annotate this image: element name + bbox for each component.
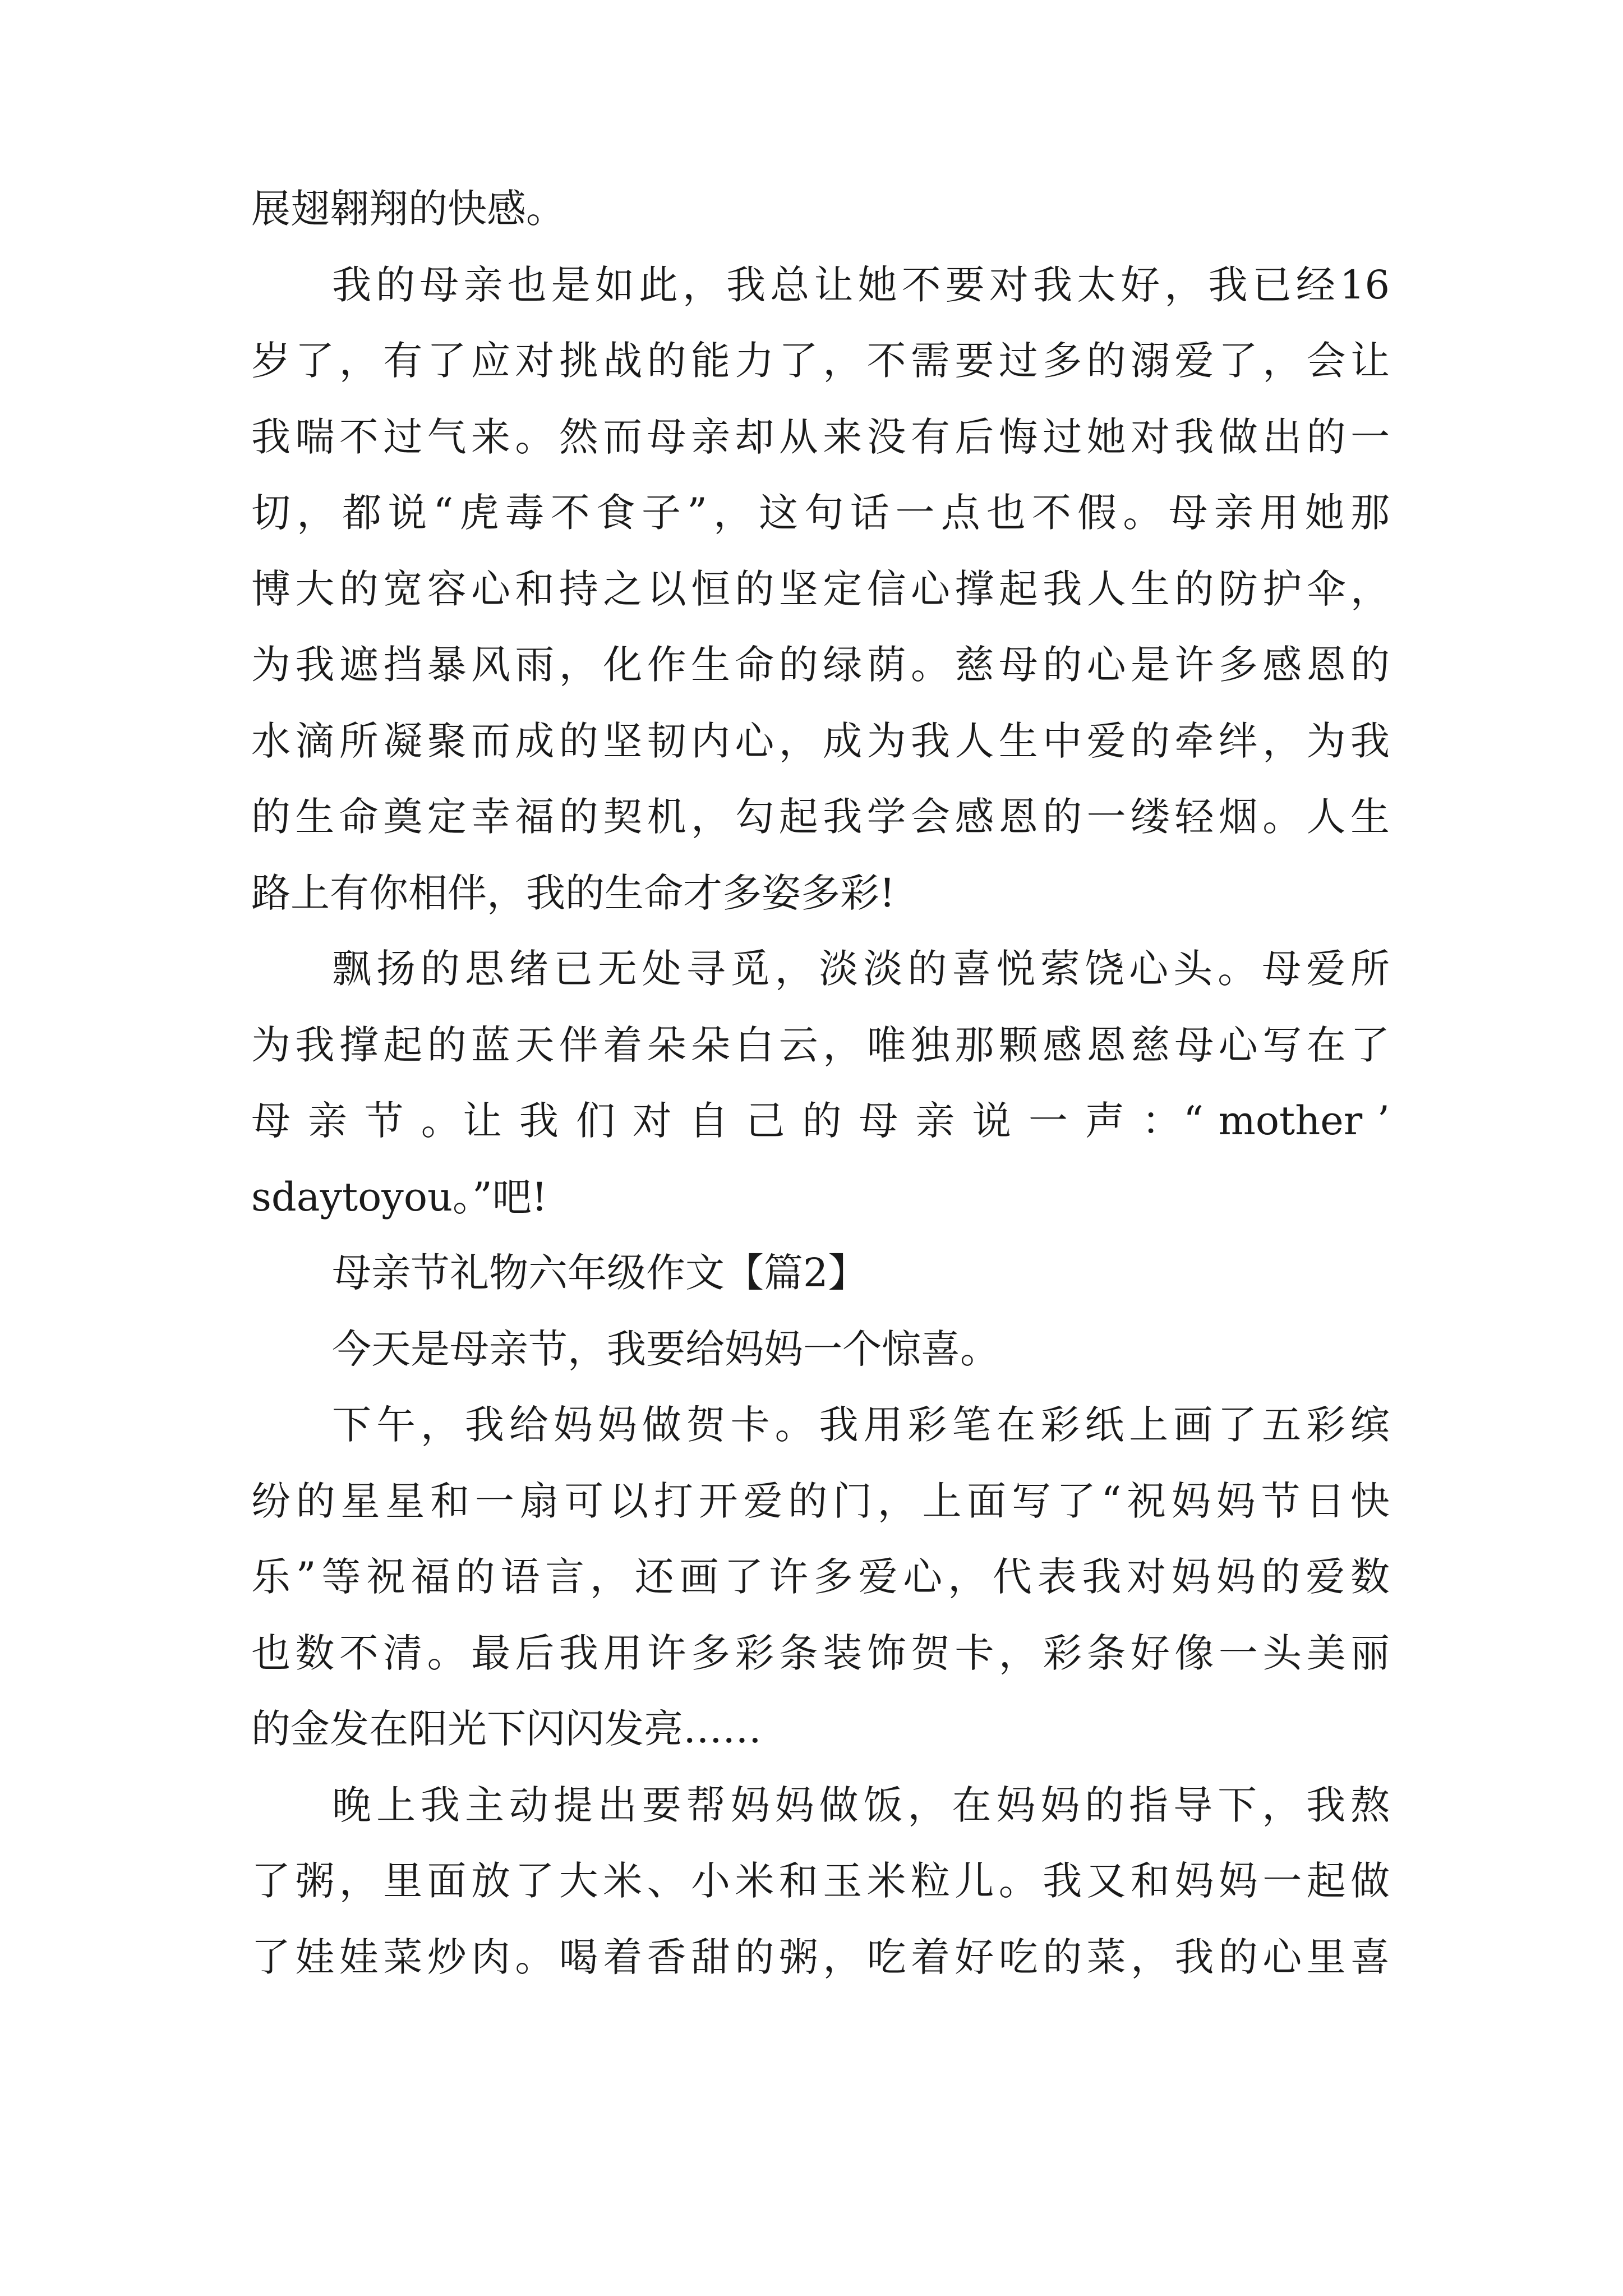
text-line: 我喘不过气来。然而母亲却从来没有后悔过她对我做出的一 [251, 414, 1390, 460]
text-line: 也数不清。最后我用许多彩条装饰贺卡，彩条好像一头美丽 [251, 1630, 1390, 1676]
text-line: 了粥，里面放了大米、小米和玉米粒儿。我又和妈妈一起做 [251, 1858, 1390, 1904]
text-line: 的生命奠定幸福的契机，勾起我学会感恩的一缕轻烟。人生 [251, 794, 1390, 840]
text-line: 的金发在阳光下闪闪发亮…… [251, 1706, 762, 1752]
text-line: 为我遮挡暴风雨，化作生命的绿荫。慈母的心是许多感恩的 [251, 642, 1390, 688]
text-line: 纷的星星和一扇可以打开爱的门，上面写了“祝妈妈节日快 [251, 1478, 1390, 1524]
text-line: 我的母亲也是如此，我总让她不要对我太好，我已经16 [332, 262, 1390, 308]
text-line: 飘扬的思绪已无处寻觅，淡淡的喜悦萦饶心头。母爱所 [332, 946, 1390, 992]
text-line: 博大的宽容心和持之以恒的坚定信心撑起我人生的防护伞， [251, 566, 1390, 612]
text-line: 岁了，有了应对挑战的能力了，不需要过多的溺爱了，会让 [251, 338, 1390, 384]
text-line: sdaytoyou。”吧! [251, 1174, 547, 1220]
text-line: 母亲节礼物六年级作文【篇2】 [332, 1250, 868, 1296]
text-line: 乐”等祝福的语言，还画了许多爱心，代表我对妈妈的爱数 [251, 1554, 1390, 1600]
text-line: 了娃娃菜炒肉。喝着香甜的粥，吃着好吃的菜，我的心里喜 [251, 1934, 1390, 1980]
text-line: 水滴所凝聚而成的坚韧内心，成为我人生中爱的牵绊，为我 [251, 718, 1390, 764]
text-line: 切，都说“虎毒不食子”，这句话一点也不假。母亲用她那 [251, 490, 1390, 536]
text-line: 展翅翱翔的快感。 [251, 186, 565, 232]
text-line: 为我撑起的蓝天伴着朵朵白云，唯独那颗感恩慈母心写在了 [251, 1022, 1390, 1068]
text-line: 晚上我主动提出要帮妈妈做饭，在妈妈的指导下，我熬 [332, 1782, 1390, 1828]
text-line: 路上有你相伴，我的生命才多姿多彩! [251, 870, 896, 916]
text-line: 下午，我给妈妈做贺卡。我用彩笔在彩纸上画了五彩缤 [332, 1402, 1390, 1448]
text-line: 母 亲 节 。让 我 们 对 自 己 的 母 亲 说 一 声 ：“ mother ’ [251, 1098, 1390, 1144]
text-line: 今天是母亲节，我要给妈妈一个惊喜。 [332, 1326, 999, 1372]
